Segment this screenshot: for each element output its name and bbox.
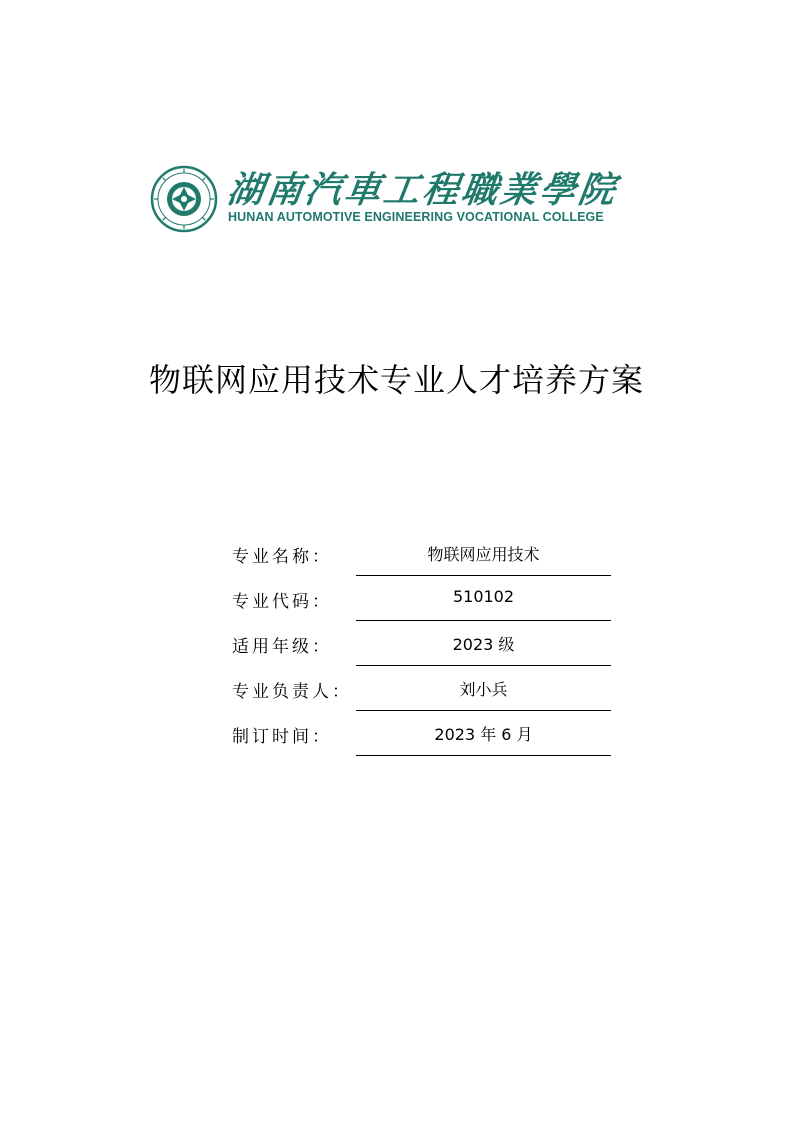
info-value: 物联网应用技术 xyxy=(427,545,540,564)
info-value: 2023 级 xyxy=(452,635,515,654)
info-value: 510102 xyxy=(452,587,515,606)
info-label: 专业负责人： xyxy=(232,682,352,702)
info-table xyxy=(232,530,612,755)
school-logo xyxy=(150,160,621,235)
info-value: 刘小兵 xyxy=(459,680,508,699)
info-label: 专业代码： xyxy=(232,592,332,612)
document-title: 物联网应用技术专业人才培养方案 xyxy=(148,361,644,399)
info-row-grade xyxy=(232,620,612,665)
info-label: 适用年级： xyxy=(232,637,332,657)
school-name-english: HUNAN AUTOMOTIVE ENGINEERING VOCATIONAL COLLEGE xyxy=(228,210,604,224)
info-row-major-code xyxy=(232,575,612,620)
info-row-person-in-charge xyxy=(232,665,612,710)
info-row-date xyxy=(232,710,612,755)
info-value: 2023 年 6 月 xyxy=(434,725,533,744)
info-row-major-name xyxy=(232,530,612,575)
info-label: 专业名称： xyxy=(232,547,332,567)
school-emblem-icon xyxy=(150,165,218,233)
school-name-chinese: 湖南汽車工程職業學院 xyxy=(224,169,621,211)
underline xyxy=(356,755,611,756)
info-label: 制订时间： xyxy=(232,727,332,747)
